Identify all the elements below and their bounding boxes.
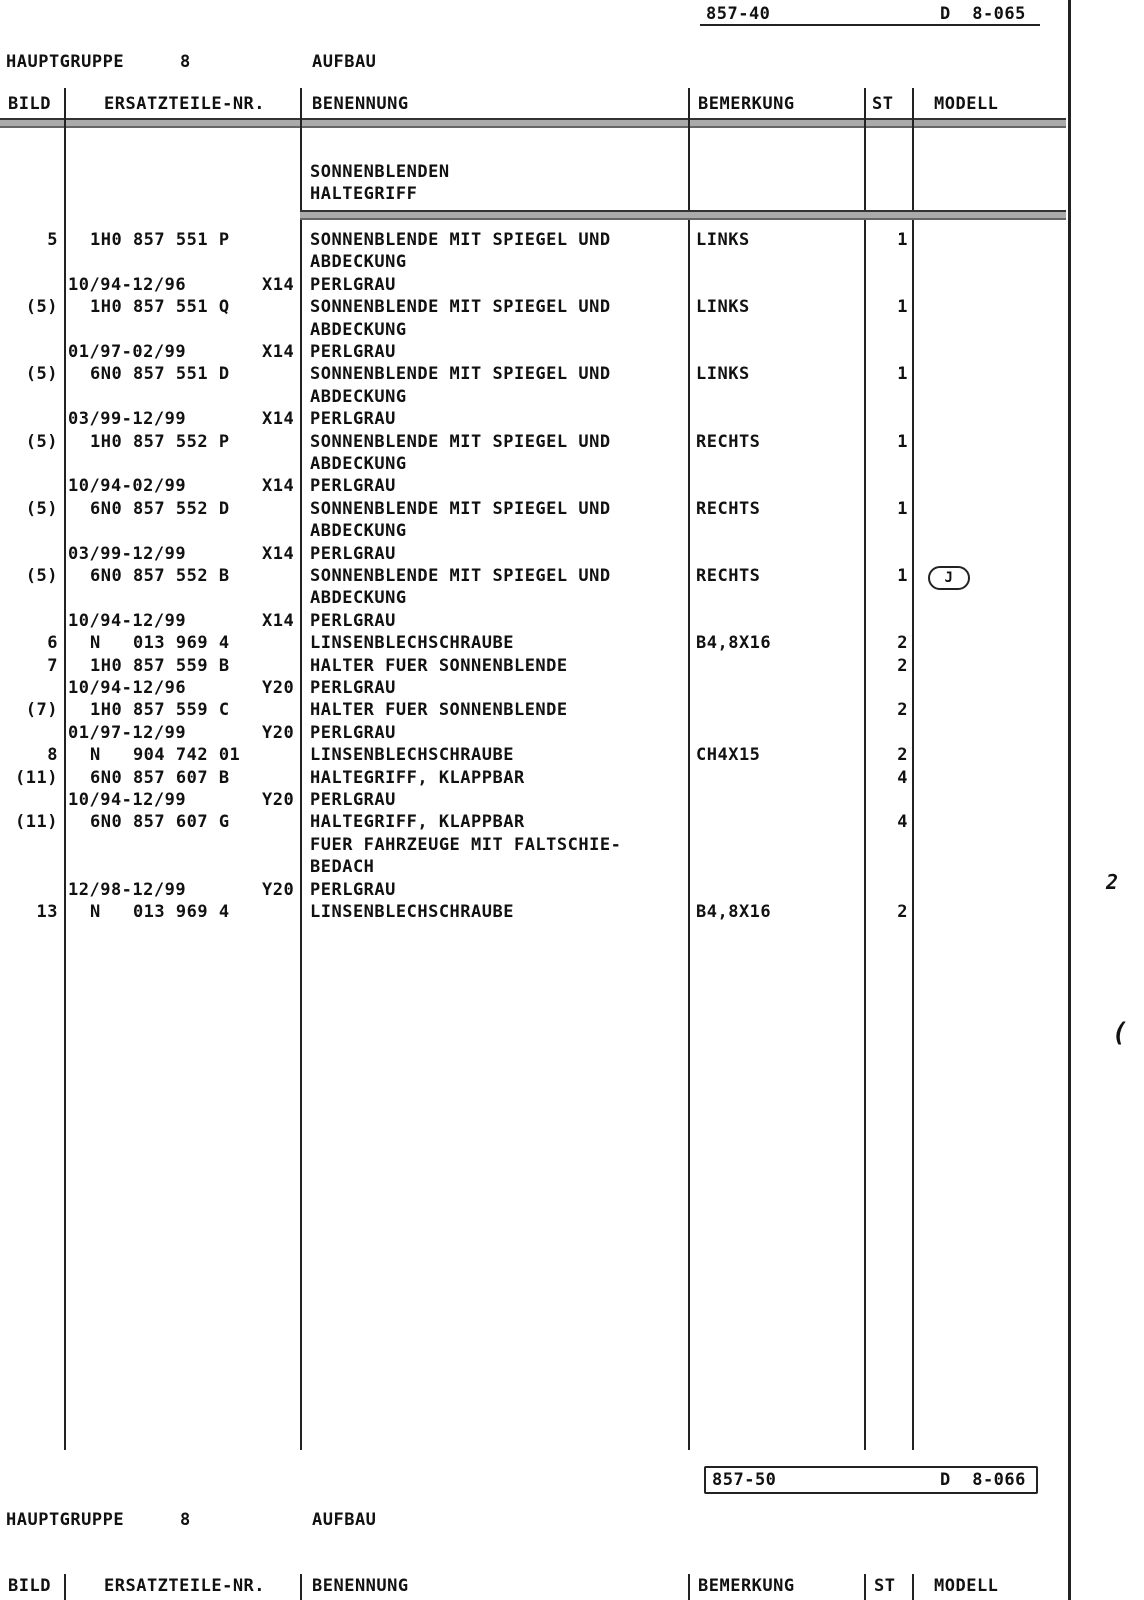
section-title-2: HALTEGRIFF — [310, 184, 418, 204]
col-line-4 — [864, 88, 866, 1450]
row-remark: RECHTS — [696, 498, 761, 519]
group-name: AUFBAU — [312, 52, 377, 72]
row-qty: 1 — [897, 364, 908, 385]
row-date-range: 03/99-12/99 — [68, 543, 187, 564]
row-name: FUER FAHRZEUGE MIT FALTSCHIE- — [310, 834, 622, 855]
group-label: HAUPTGRUPPE — [6, 52, 125, 72]
margin-mark: 2 — [1106, 870, 1119, 894]
row-bild: (5) — [25, 364, 58, 385]
row-color-code: Y20 — [262, 879, 295, 900]
row-bild: (5) — [25, 431, 58, 452]
row-name: LINSENBLECHSCHRAUBE — [310, 745, 514, 766]
row-bild: (11) — [15, 767, 58, 788]
row-color-code: X14 — [262, 543, 295, 564]
col-line-5 — [912, 88, 914, 1450]
col-bild-2: BILD — [8, 1576, 51, 1596]
group-number-2: 8 — [180, 1510, 191, 1530]
row-name: SONNENBLENDE MIT SPIEGEL UND — [310, 230, 611, 250]
group-label-2: HAUPTGRUPPE — [6, 1510, 125, 1530]
col-line-2 — [300, 88, 302, 1450]
row-bild: 8 — [47, 745, 58, 766]
row-name: PERLGRAU — [310, 342, 396, 362]
row-name: ABDECKUNG — [310, 521, 407, 542]
col-line-2-5 — [912, 1574, 914, 1600]
col-line-2-4 — [864, 1574, 866, 1600]
row-name: PERLGRAU — [310, 879, 396, 900]
row-name: SONNENBLENDE MIT SPIEGEL UND — [310, 364, 611, 385]
ref-code: 857-40 — [706, 4, 771, 24]
page-code-2: D 8-066 — [940, 1470, 1026, 1490]
row-name: PERLGRAU — [310, 274, 396, 295]
row-date-range: 12/98-12/99 — [68, 879, 187, 900]
row-name: SONNENBLENDE MIT SPIEGEL UND — [310, 297, 611, 318]
row-remark: B4,8X16 — [696, 633, 772, 654]
row-name: PERLGRAU — [310, 722, 396, 743]
row-qty: 1 — [897, 498, 908, 519]
row-color-code: Y20 — [262, 722, 295, 743]
row-part-number: 6N0 857 607 B — [90, 767, 230, 788]
row-name: SONNENBLENDE MIT SPIEGEL UND — [310, 566, 611, 586]
row-bild: 7 — [47, 655, 58, 676]
col-name: BENENNUNG — [312, 94, 409, 114]
row-name: LINSENBLECHSCHRAUBE — [310, 633, 514, 654]
col-part-number-2: ERSATZTEILE-NR. — [104, 1576, 266, 1596]
row-part-number: 6N0 857 552 D — [90, 498, 230, 519]
row-name: BEDACH — [310, 857, 375, 878]
row-qty: 1 — [897, 431, 908, 452]
row-name: ABDECKUNG — [310, 252, 407, 273]
row-remark: LINKS — [696, 364, 750, 385]
row-date-range: 01/97-02/99 — [68, 342, 187, 362]
row-date-range: 10/94-02/99 — [68, 476, 187, 497]
row-part-number: 1H0 857 559 C — [90, 700, 230, 721]
col-bild: BILD — [8, 94, 51, 114]
row-bild: (5) — [25, 566, 58, 586]
col-qty-2: ST — [874, 1576, 896, 1596]
row-qty: 2 — [897, 700, 908, 721]
col-qty: ST — [872, 94, 894, 114]
row-name: ABDECKUNG — [310, 454, 407, 474]
row-qty: 2 — [897, 902, 908, 922]
row-color-code: X14 — [262, 409, 295, 430]
row-remark: RECHTS — [696, 431, 761, 452]
row-color-code: X14 — [262, 274, 295, 295]
row-qty: 1 — [897, 297, 908, 318]
model-badge: J — [928, 566, 970, 590]
row-bild: (11) — [15, 812, 58, 833]
row-part-number: 1H0 857 551 P — [90, 230, 230, 250]
row-remark: CH4X15 — [696, 745, 761, 766]
col-line-3 — [688, 88, 690, 1450]
row-remark: RECHTS — [696, 566, 761, 586]
row-qty: 4 — [897, 767, 908, 788]
row-date-range: 10/94-12/96 — [68, 274, 187, 295]
row-part-number: 6N0 857 552 B — [90, 566, 230, 586]
col-model: MODELL — [934, 94, 999, 114]
row-name: HALTEGRIFF, KLAPPBAR — [310, 767, 525, 788]
row-name: PERLGRAU — [310, 610, 396, 631]
group-name-2: AUFBAU — [312, 1510, 377, 1530]
row-remark: LINKS — [696, 230, 750, 250]
row-qty: 1 — [897, 230, 908, 250]
header-divider — [0, 118, 1066, 128]
ref-code-2: 857-50 — [712, 1470, 777, 1490]
row-name: ABDECKUNG — [310, 386, 407, 407]
row-color-code: X14 — [262, 342, 295, 362]
row-bild: (7) — [25, 700, 58, 721]
col-line-1 — [64, 88, 66, 1450]
row-part-number: 6N0 857 551 D — [90, 364, 230, 385]
margin-mark: ( — [1112, 1018, 1129, 1048]
col-line-2-3 — [688, 1574, 690, 1600]
section-divider — [300, 210, 1066, 220]
row-bild: 5 — [47, 230, 58, 250]
row-date-range: 10/94-12/96 — [68, 678, 187, 698]
section-title-1: SONNENBLENDEN — [310, 162, 450, 182]
row-part-number: 1H0 857 559 B — [90, 655, 230, 676]
row-name: ABDECKUNG — [310, 319, 407, 340]
right-border — [1068, 0, 1071, 1600]
row-name: PERLGRAU — [310, 790, 396, 810]
row-date-range: 03/99-12/99 — [68, 409, 187, 430]
row-bild: (5) — [25, 498, 58, 519]
row-qty: 4 — [897, 812, 908, 833]
row-qty: 2 — [897, 745, 908, 766]
row-qty: 2 — [897, 633, 908, 654]
row-color-code: Y20 — [262, 790, 295, 810]
col-name-2: BENENNUNG — [312, 1576, 409, 1596]
row-name: SONNENBLENDE MIT SPIEGEL UND — [310, 498, 611, 519]
row-name: ABDECKUNG — [310, 588, 407, 609]
row-qty: 1 — [897, 566, 908, 586]
col-line-2-2 — [300, 1574, 302, 1600]
row-name: HALTER FUER SONNENBLENDE — [310, 655, 568, 676]
col-line-2-1 — [64, 1574, 66, 1600]
page-code: D 8-065 — [940, 4, 1026, 24]
row-part-number: 6N0 857 607 G — [90, 812, 230, 833]
row-qty: 2 — [897, 655, 908, 676]
row-date-range: 10/94-12/99 — [68, 790, 187, 810]
row-bild: 6 — [47, 633, 58, 654]
row-remark: B4,8X16 — [696, 902, 772, 922]
row-name: SONNENBLENDE MIT SPIEGEL UND — [310, 431, 611, 452]
row-bild: 13 — [36, 902, 58, 922]
row-bild: (5) — [25, 297, 58, 318]
row-color-code: Y20 — [262, 678, 295, 698]
row-remark: LINKS — [696, 297, 750, 318]
row-color-code: X14 — [262, 476, 295, 497]
row-name: PERLGRAU — [310, 476, 396, 497]
row-name: HALTEGRIFF, KLAPPBAR — [310, 812, 525, 833]
row-color-code: X14 — [262, 610, 295, 631]
row-name: LINSENBLECHSCHRAUBE — [310, 902, 514, 922]
row-part-number: 1H0 857 551 Q — [90, 297, 230, 318]
col-remark-2: BEMERKUNG — [698, 1576, 795, 1596]
row-name: PERLGRAU — [310, 678, 396, 698]
row-part-number: N 013 969 4 — [90, 633, 230, 654]
group-number: 8 — [180, 52, 191, 72]
row-name: PERLGRAU — [310, 409, 396, 430]
row-part-number: N 904 742 01 — [90, 745, 241, 766]
row-date-range: 10/94-12/99 — [68, 610, 187, 631]
row-date-range: 01/97-12/99 — [68, 722, 187, 743]
row-name: HALTER FUER SONNENBLENDE — [310, 700, 568, 721]
col-model-2: MODELL — [934, 1576, 999, 1596]
col-remark: BEMERKUNG — [698, 94, 795, 114]
row-name: PERLGRAU — [310, 543, 396, 564]
row-part-number: N 013 969 4 — [90, 902, 230, 922]
col-part-number: ERSATZTEILE-NR. — [104, 94, 266, 114]
row-part-number: 1H0 857 552 P — [90, 431, 230, 452]
